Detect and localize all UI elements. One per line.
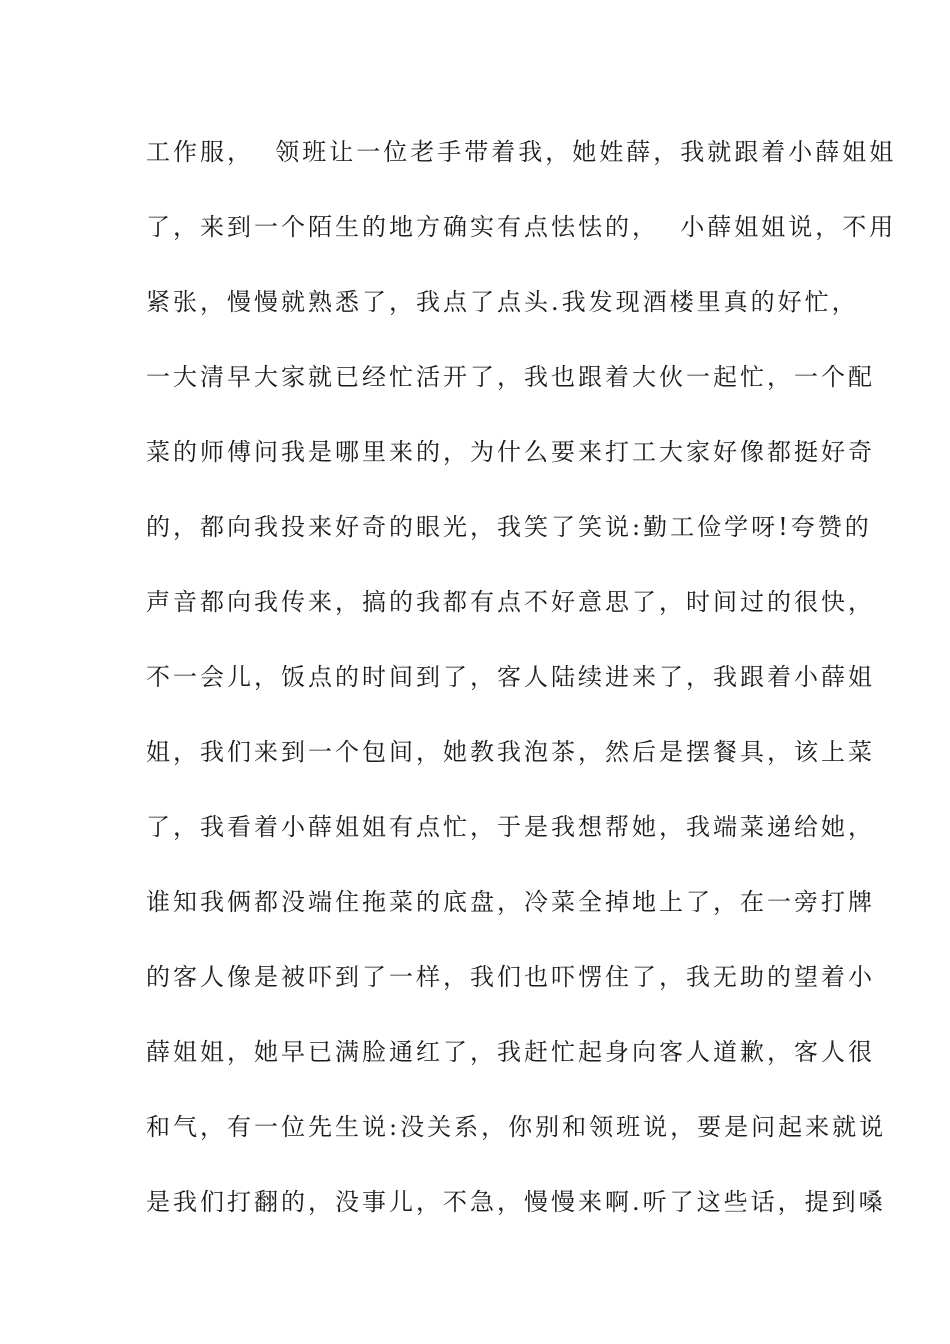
text-line-7: 声音都向我传来，搞的我都有点不好意思了，时间过的很快，	[146, 588, 875, 616]
text-line-13: 薛姐姐，她早已满脸通红了，我赶忙起身向客人道歉，客人很	[146, 1038, 875, 1066]
text-line-10: 了，我看着小薛姐姐有点忙，于是我想帮她，我端菜递给她，	[146, 813, 875, 841]
text-line-5: 菜的师傅问我是哪里来的，为什么要来打工大家好像都挺好奇	[146, 438, 875, 466]
text-line-15: 是我们打翻的，没事儿，不急，慢慢来啊.听了这些话，提到嗓	[146, 1188, 886, 1216]
text-line-2: 了，来到一个陌生的地方确实有点怯怯的， 小薛姐姐说，不用	[146, 213, 897, 241]
body-text	[146, 132, 897, 1257]
text-line-11: 谁知我俩都没端住拖菜的底盘，冷菜全掉地上了，在一旁打牌	[146, 888, 875, 916]
text-line-8: 不一会儿，饭点的时间到了，客人陆续进来了，我跟着小薛姐	[146, 663, 875, 691]
text-line-14: 和气，有一位先生说:没关系，你别和领班说，要是问起来就说	[146, 1113, 887, 1141]
text-line-9: 姐，我们来到一个包间，她教我泡茶，然后是摆餐具，该上菜	[146, 738, 875, 766]
text-line-12: 的客人像是被吓到了一样，我们也吓愣住了，我无助的望着小	[146, 963, 875, 991]
text-line-1: 工作服， 领班让一位老手带着我，她姓薛，我就跟着小薛姐姐	[146, 138, 897, 166]
text-line-6: 的，都向我投来好奇的眼光，我笑了笑说:勤工俭学呀!夸赞的	[146, 513, 872, 541]
text-line-3: 紧张，慢慢就熟悉了，我点了点头.我发现酒楼里真的好忙，	[146, 288, 859, 316]
text-line-4: 一大清早大家就已经忙活开了，我也跟着大伙一起忙，一个配	[146, 363, 875, 391]
